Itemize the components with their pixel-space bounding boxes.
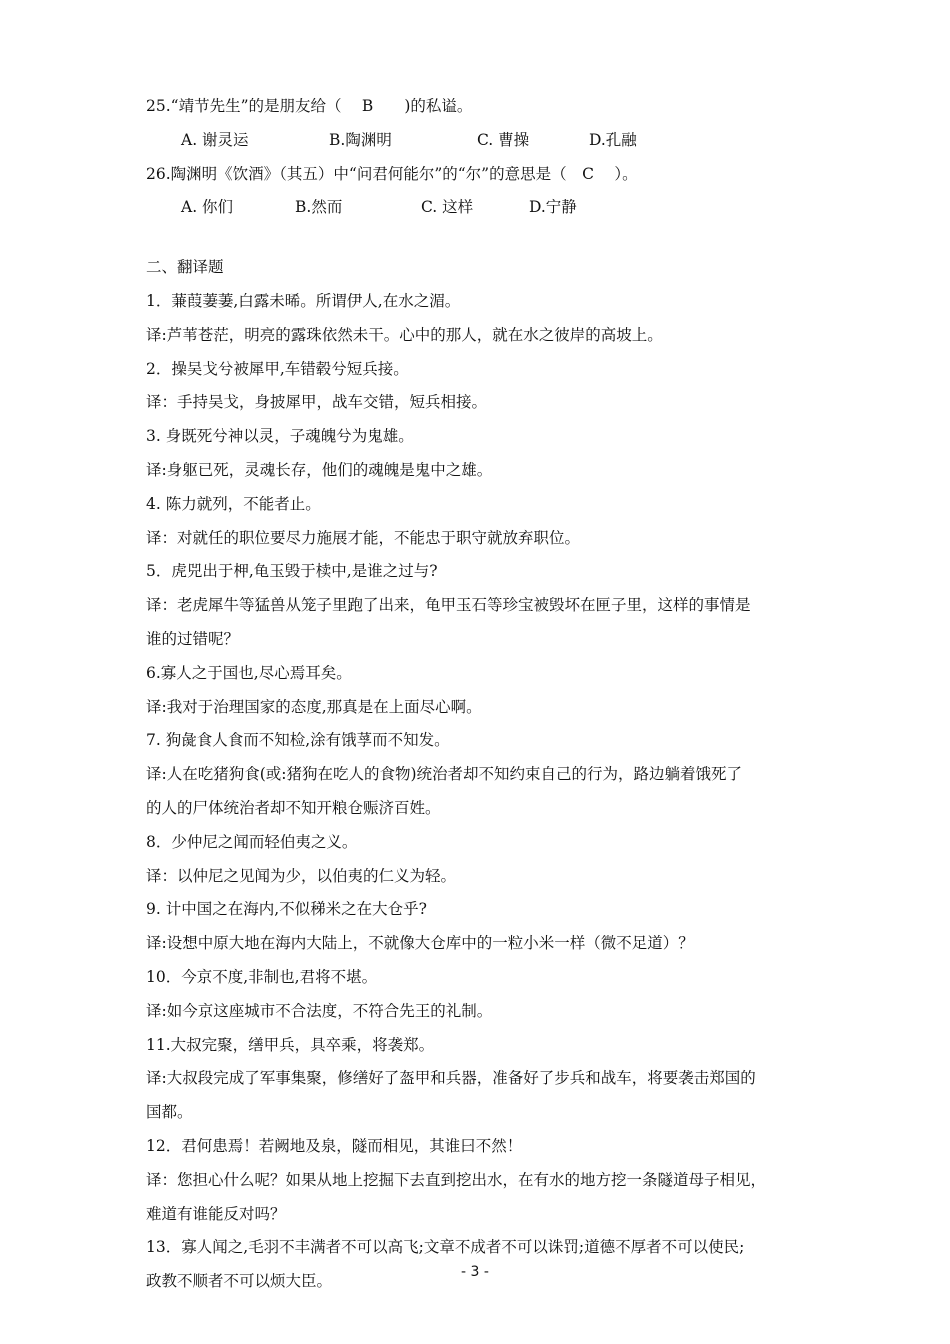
source-line: 政教不顺者不可以烦大臣。 (146, 1272, 333, 1291)
option-c: C. 曹操 (477, 130, 530, 149)
source-line: 4. 陈力就列，不能者止。 (146, 494, 321, 513)
translation-line: 译:身躯已死，灵魂长存，他们的魂魄是鬼中之雄。 (146, 460, 493, 479)
source-line: 13．寡人闻之,毛羽不丰满者不可以高飞;文章不成者不可以诛罚;道德不厚者不可以使民; (146, 1238, 745, 1257)
option-a: A. 你们 (181, 198, 234, 217)
translation-line: 译：以仲尼之见闻为少，以伯夷的仁义为轻。 (146, 866, 457, 885)
page-content (146, 90, 816, 1299)
source-line: 谁的过错呢？ (146, 629, 240, 648)
source-line: 5．虎兕出于柙,龟玉毁于椟中,是谁之过与? (146, 562, 438, 581)
source-line: 3. 身既死兮神以灵，子魂魄兮为鬼雄。 (146, 427, 414, 446)
source-line: 国都。 (146, 1103, 193, 1122)
option-b: B.然而 (295, 198, 343, 217)
option-a: A. 谢灵运 (181, 130, 249, 149)
source-line: 难道有谁能反对吗？ (146, 1204, 286, 1223)
question-26-options (146, 191, 816, 225)
option-d: D.孔融 (589, 130, 637, 149)
translation-list (146, 285, 816, 1299)
source-line: 6.寡人之于国也,尽心焉耳矣。 (146, 663, 352, 682)
source-line: 7. 狗彘食人食而不知检,涂有饿莩而不知发。 (146, 731, 450, 750)
page-number: - 3 - (461, 1264, 489, 1280)
question-25-options (146, 124, 816, 158)
source-line: 1．蒹葭萋萋,白露未晞。所谓伊人,在水之湄。 (146, 291, 461, 310)
source-line: 的人的尸体统治者却不知开粮仓赈济百姓。 (146, 798, 441, 817)
source-line: 11.大叔完聚，缮甲兵，具卒乘，将袭郑。 (146, 1035, 435, 1054)
source-line: 2．操吴戈兮被犀甲,车错毂兮短兵接。 (146, 359, 409, 378)
translation-line: 译:如今京这座城市不合法度，不符合先王的礼制。 (146, 1001, 493, 1020)
source-line: 10．今京不度,非制也,君将不堪。 (146, 967, 378, 986)
option-b: B.陶渊明 (329, 130, 392, 149)
translation-line: 译：老虎犀牛等猛兽从笼子里跑了出来，龟甲玉石等珍宝被毁坏在匣子里，这样的事情是 (146, 596, 751, 615)
question-26: 26.陶渊明《饮酒》（其五）中“问君何能尔”的“尔”的意思是（ C ）。 (146, 164, 638, 183)
translation-line: 译：您担心什么呢？如果从地上挖掘下去直到挖出水，在有水的地方挖一条隧道母子相见， (146, 1170, 767, 1189)
source-line: 12．君何患焉！若阙地及泉，隧而相见，其谁曰不然！ (146, 1136, 523, 1155)
translation-line: 译：对就任的职位要尽力施展才能，不能忠于职守就放弃职位。 (146, 528, 581, 547)
translation-line: 译:大叔段完成了军事集聚，修缮好了盔甲和兵器，准备好了步兵和战车，将要袭击郑国的 (146, 1069, 756, 1088)
source-line: 8．少仲尼之闻而轻伯夷之义。 (146, 832, 358, 851)
translation-line: 译：手持吴戈，身披犀甲，战车交错，短兵相接。 (146, 393, 488, 412)
translation-line: 译:人在吃猪狗食(或:猪狗在吃人的食物)统治者却不知约束自己的行为，路边躺着饿死了 (146, 765, 743, 784)
translation-line: 译:设想中原大地在海内大陆上，不就像大仓库中的一粒小米一样（微不足道）？ (146, 934, 694, 953)
option-d: D.宁静 (529, 198, 577, 217)
translation-line: 译:芦苇苍茫，明亮的露珠依然未干。心中的那人，就在水之彼岸的高坡上。 (146, 325, 663, 344)
option-c: C. 这样 (421, 198, 474, 217)
question-25: 25.“靖节先生”的是朋友给（ B )的私谥。 (146, 97, 473, 115)
section-title: 二、翻译题 (146, 258, 224, 277)
source-line: 9. 计中国之在海内,不似稊米之在大仓乎? (146, 900, 427, 919)
translation-line: 译:我对于治理国家的态度,那真是在上面尽心啊。 (146, 697, 482, 716)
section-gap (146, 225, 816, 251)
